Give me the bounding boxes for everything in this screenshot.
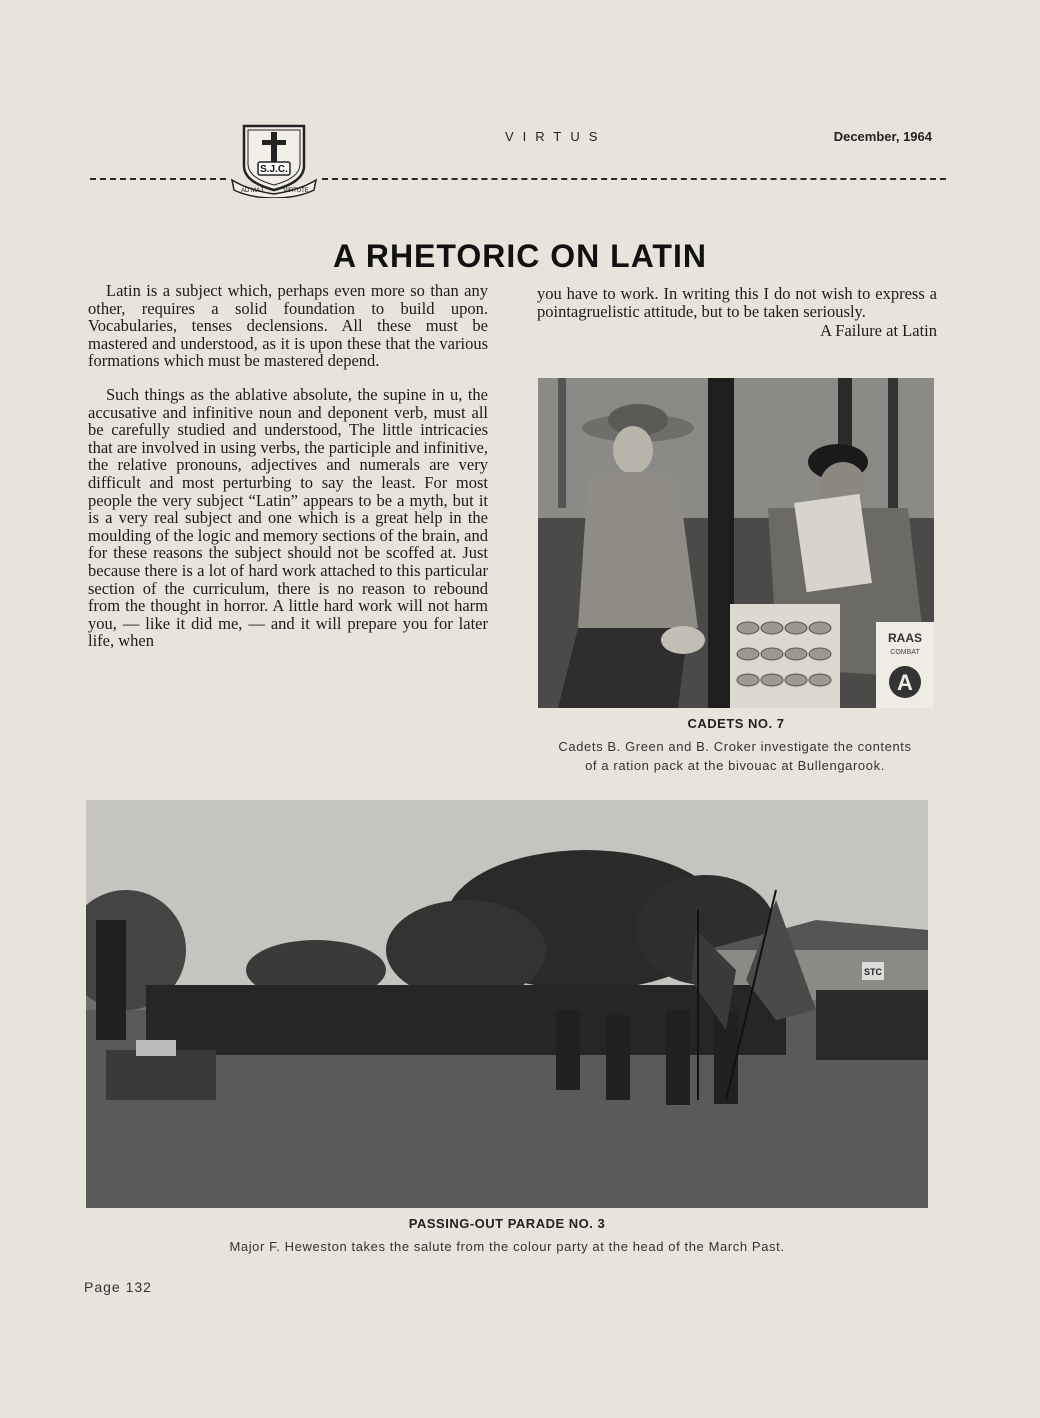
article-title: A RHETORIC ON LATIN xyxy=(333,238,707,274)
ration-box-badge: A xyxy=(897,670,913,695)
article-signature: A Failure at Latin xyxy=(820,321,937,341)
crest-motto-left: AD MAJ xyxy=(240,188,264,194)
article-paragraph: Latin is a subject which, perhaps even more so than any other, requires a solid foundation to build upon. Vocabularies, tenses declensions. All these must be mastered and understood, as it is upon these that the various formations which must be mastered depend. xyxy=(88,281,488,371)
issue-date: December, 1964 xyxy=(833,129,932,144)
ration-box-label: RAAS xyxy=(887,631,923,645)
header-rule-left xyxy=(90,178,226,180)
article-continuation: you have to work. In writing this I do not wish to express a pointagruelistic attitude, but to be taken seriously. xyxy=(537,284,937,321)
photo1-caption-line: Cadets B. Green and B. Croker investigate the contents xyxy=(558,739,912,754)
photo2-caption-line: Major F. Heweston takes the salute from the colour party at the head of the March Past. xyxy=(229,1239,785,1254)
school-crest-icon xyxy=(228,120,320,198)
crest-initials: S.J.C. xyxy=(260,164,288,175)
building-sign: STC xyxy=(864,967,882,977)
header-rule-right xyxy=(322,178,946,180)
photo2-caption-title: PASSING-OUT PARADE NO. 3 xyxy=(408,1216,606,1231)
cadets-ration-photo xyxy=(538,378,934,708)
photo1-caption-line: of a ration pack at the bivouac at Bullengarook. xyxy=(585,758,885,773)
article-column-left xyxy=(88,282,488,666)
crest-motto-right: VIRTUTE xyxy=(283,188,309,194)
passing-out-parade-photo xyxy=(86,800,928,1208)
photo1-caption-title: CADETS NO. 7 xyxy=(687,716,785,731)
ration-box-sublabel: COMBAT xyxy=(890,649,920,656)
magazine-name: VIRTUS xyxy=(505,129,607,144)
page-number: Page 132 xyxy=(84,1279,152,1295)
article-paragraph: Such things as the ablative absolute, the supine in u, the accusative and infinitive noun and deponent verb, must all be carefully studied and understood, The little intricacies that are involved in using verbs, the participle and infinitive, the relative pronouns, adjectives and numerals are very difficult and most perturbing to say the least. For most people the very subject “Latin” appears to be a myth, but it is a very real subject and one which is a great help in the moulding of the logic and memory sections of the brain, and for these reasons the subject should not be scoffed at. Just because there is a lot of hard work attached to this particular section of the curriculum, there is no reason to rebound from the thought in horror. A little hard work will not harm you, — like it did me, — and it will prepare you for later life, when xyxy=(88,384,488,651)
article-column-right xyxy=(537,285,937,340)
